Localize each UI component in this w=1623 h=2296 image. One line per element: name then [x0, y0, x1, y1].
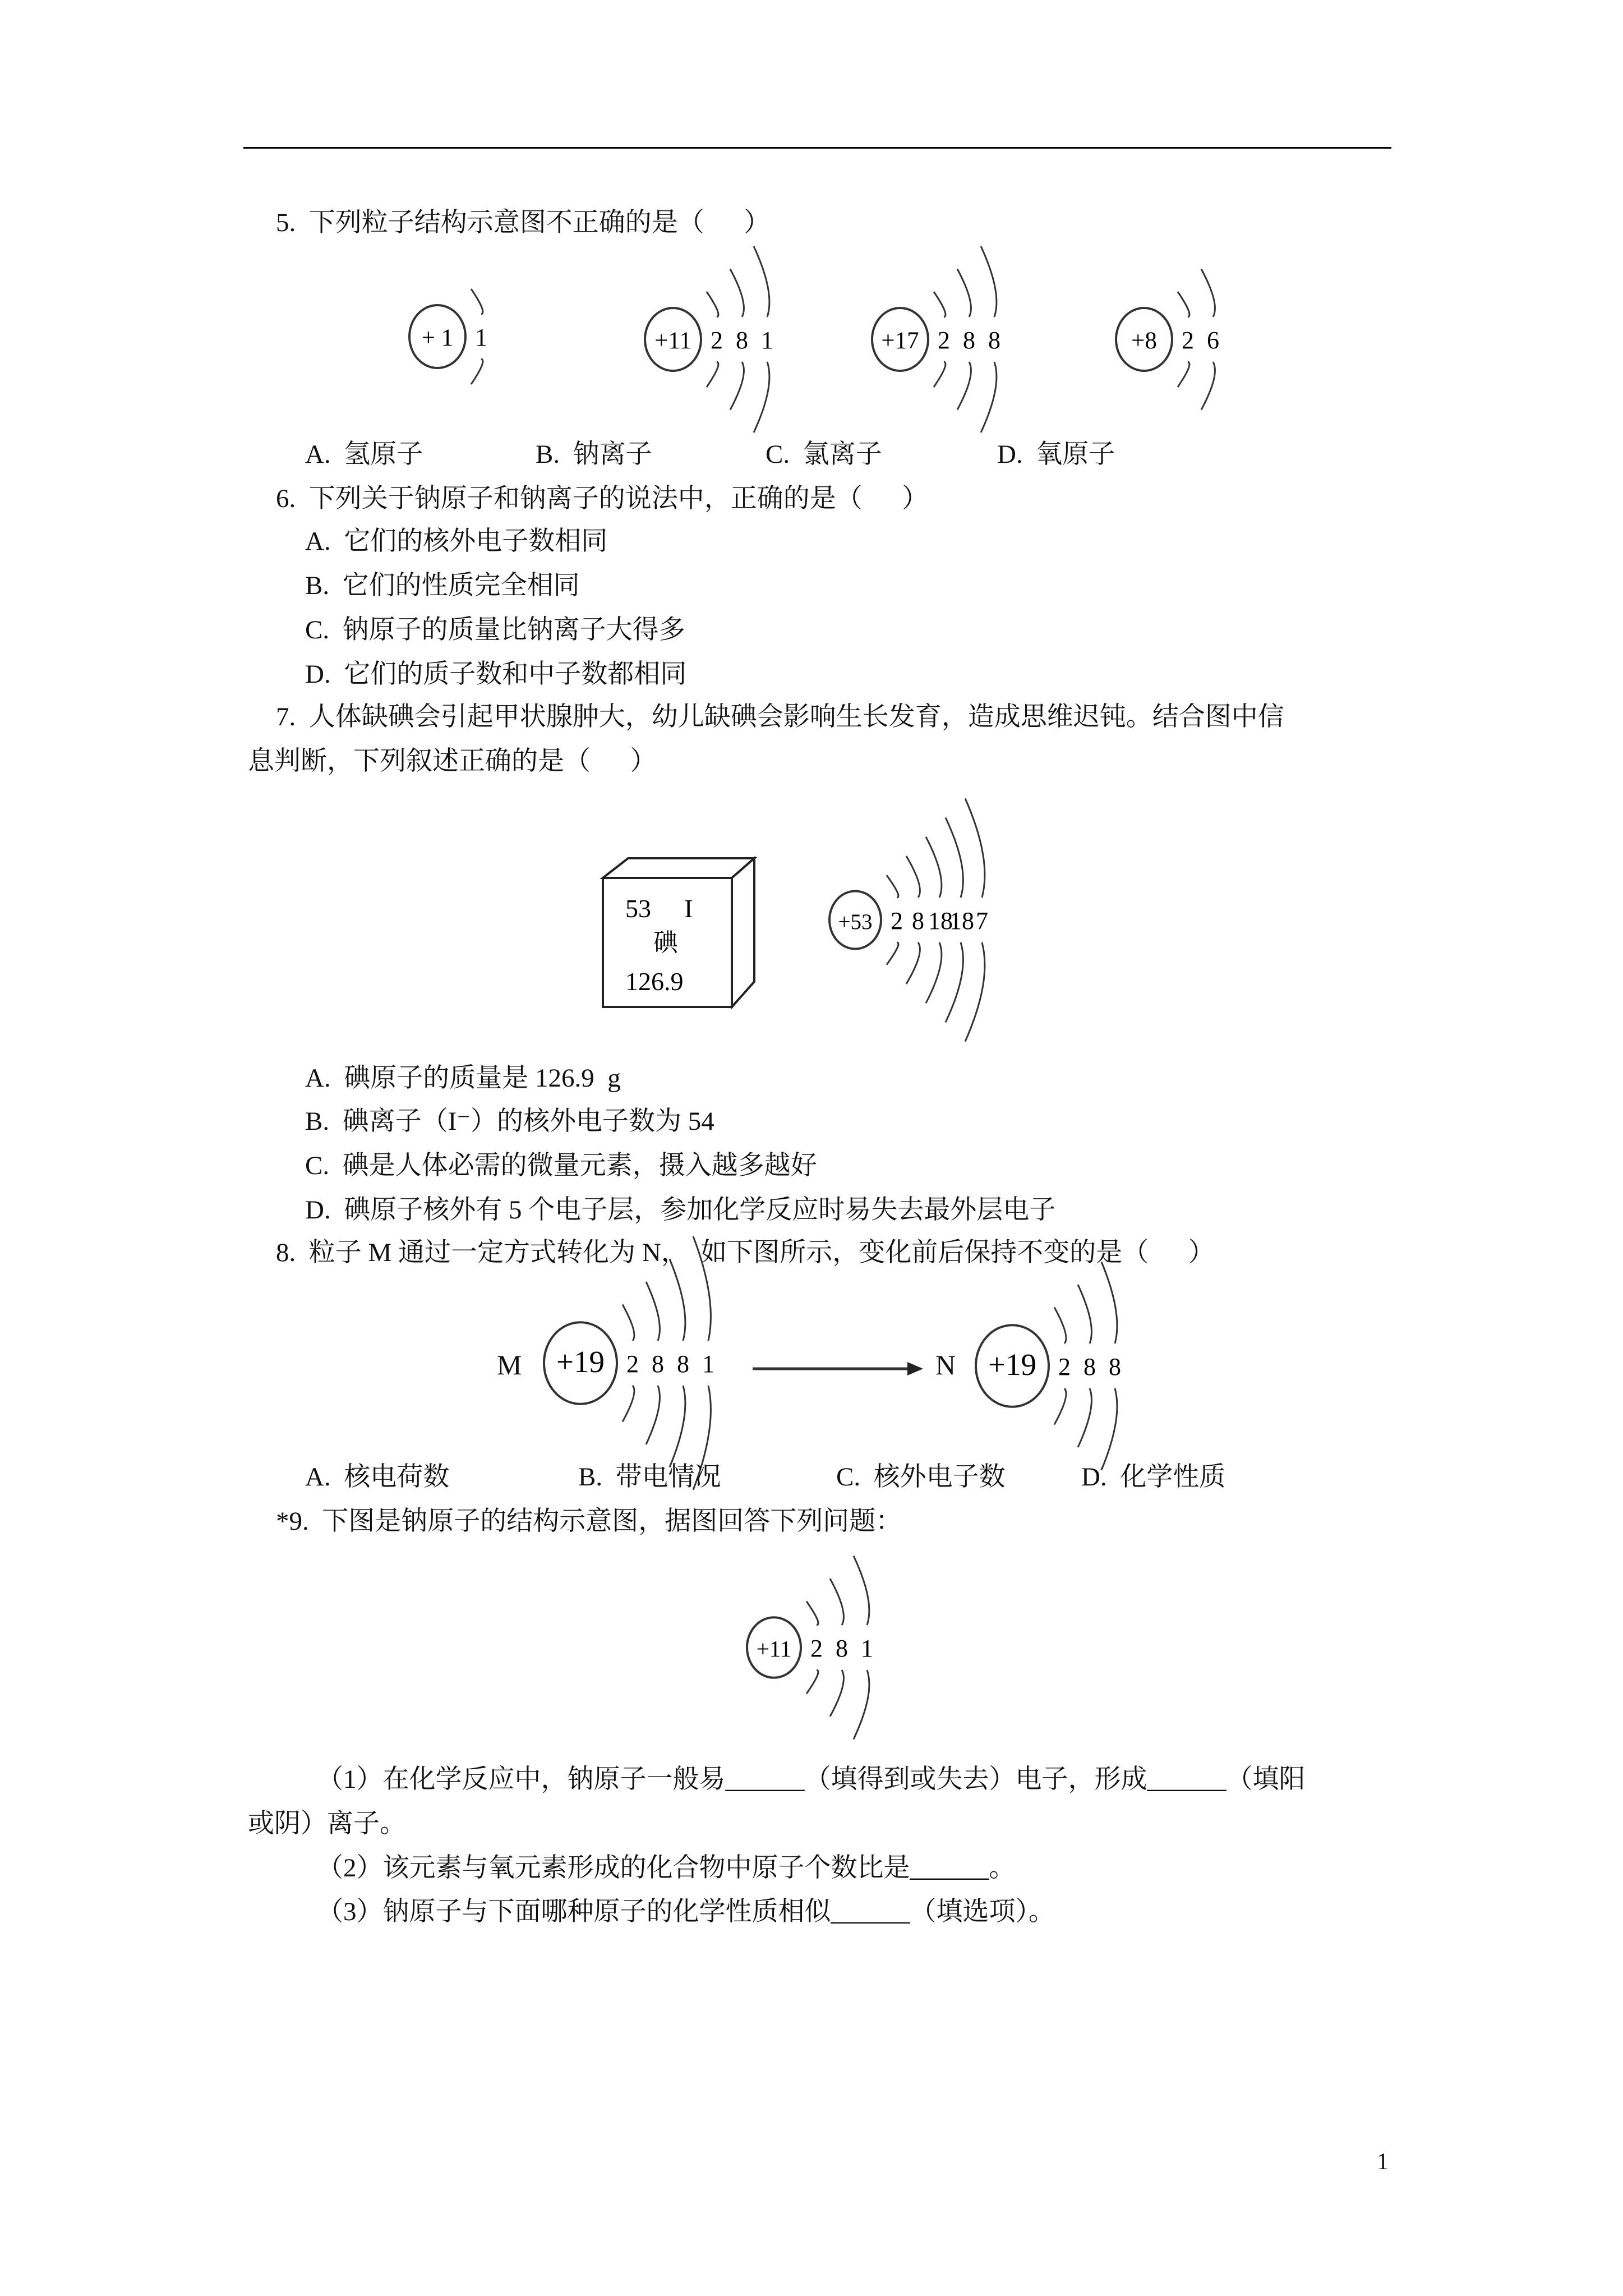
electron-shell-arc: [806, 1602, 818, 1625]
q5-atom-a: [404, 250, 558, 424]
shell-electron-count: 2: [938, 326, 950, 354]
shell-electron-count: 6: [1207, 326, 1219, 354]
electron-shell-arc: [981, 362, 997, 432]
electron-shell-arc: [965, 798, 985, 898]
shell-electron-count: 8: [836, 1635, 848, 1662]
q6-option-c: C. 钠原子的质量比钠离子大得多: [305, 615, 685, 645]
electron-shell-arc: [1201, 362, 1215, 410]
nucleus-charge: +17: [881, 328, 919, 354]
q8-stem: 8. 粒子 M 通过一定方式转化为 N， 如下图所示，变化前后保持不变的是（ ）: [276, 1238, 1215, 1267]
electron-shell-arc: [830, 1579, 843, 1625]
q5-atom-b: [639, 202, 844, 477]
electron-shell-arc: [623, 1305, 634, 1341]
q7-stem-line2: 息判断，下列叙述正确的是（ ）: [248, 747, 657, 776]
nucleus-charge: +11: [654, 328, 691, 354]
q5-stem: 5. 下列粒子结构示意图不正确的是（ ）: [276, 208, 771, 237]
nucleus-charge: +19: [988, 1347, 1037, 1382]
q6-option-a: A. 它们的核外电子数相同: [305, 527, 608, 556]
electron-shell-arc: [1178, 362, 1189, 387]
q7-option-c: C. 碘是人体必需的微量元素，摄入越多越好: [305, 1151, 817, 1180]
q7-option-a: A. 碘原子的质量是 126.9 g: [305, 1064, 621, 1093]
electron-shell-arc: [830, 1670, 843, 1717]
nucleus-charge: +8: [1131, 328, 1157, 354]
q6-option-d: D. 它们的质子数和中子数都相同: [305, 660, 687, 689]
electron-shell-arc: [957, 269, 971, 318]
shell-electron-count: 2: [626, 1350, 639, 1378]
shell-electron-count: 8: [1109, 1353, 1121, 1381]
q7-option-b: B. 碘离子（I⁻）的核外电子数为 54: [305, 1107, 714, 1136]
electron-shell-arc: [1101, 1388, 1117, 1470]
q7-iodine-atom: [824, 754, 1055, 1086]
electron-shell-arc: [693, 1236, 711, 1341]
shell-electron-count: 2: [810, 1635, 823, 1662]
shell-electron-count: 8: [988, 326, 1000, 354]
q5-option-b: B. 钠离子: [536, 440, 652, 469]
q9-sodium-atom: [741, 1511, 944, 1784]
electron-shell-arc: [730, 269, 744, 318]
shell-electron-count: 2: [1058, 1353, 1071, 1381]
page-number: 1: [1377, 2149, 1389, 2175]
q6-stem: 6. 下列关于钠原子和钠离子的说法中，正确的是（ ）: [276, 484, 929, 513]
electron-shell-arc: [934, 292, 946, 317]
q9-sub3: （3）钠原子与下面哪种原子的化学性质相似______（填选项）。: [317, 1897, 1055, 1926]
q8-option-b: B. 带电情况: [578, 1462, 721, 1492]
q8-m-label: M: [497, 1349, 522, 1381]
electron-shell-arc: [471, 289, 483, 314]
electron-shell-arc: [1054, 1308, 1066, 1344]
electron-shell-arc: [854, 1556, 869, 1625]
q8-arrow: [751, 1358, 925, 1380]
electron-shell-arc: [965, 942, 985, 1042]
shell-electron-count: 7: [976, 907, 988, 935]
electron-shell-arc: [946, 818, 963, 898]
q5-option-d: D. 氧原子: [997, 440, 1115, 469]
q5-atom-c: [866, 202, 1071, 477]
shell-electron-count: 2: [711, 326, 723, 354]
electron-shell-arc: [1054, 1388, 1066, 1425]
element-mass: 126.9: [625, 967, 684, 996]
electron-shell-arc: [1078, 1285, 1091, 1343]
shell-electron-count: 8: [963, 326, 975, 354]
electron-shell-arc: [754, 362, 769, 432]
nucleus-charge: +53: [838, 910, 873, 934]
q5-atom-d: [1110, 227, 1290, 452]
electron-shell-arc: [707, 292, 718, 317]
electron-shell-arc: [1078, 1388, 1091, 1447]
q5-option-c: C. 氯离子: [766, 440, 882, 469]
q6-option-b: B. 它们的性质完全相同: [305, 571, 580, 600]
element-card-cube: [600, 855, 768, 1018]
electron-shell-arc: [926, 837, 942, 898]
electron-shell-arc: [957, 362, 971, 410]
electron-shell-arc: [646, 1282, 660, 1341]
shell-electron-count: 8: [677, 1350, 689, 1378]
shell-electron-count: 18: [928, 907, 953, 935]
element-name: 碘: [653, 929, 678, 956]
nucleus-charge: + 1: [421, 325, 454, 351]
electron-shell-arc: [670, 1386, 685, 1467]
q8-option-a: A. 核电荷数: [305, 1462, 450, 1492]
q9-sub2: （2）该元素与氧元素形成的化合物中原子个数比是______。: [317, 1853, 1016, 1883]
electron-shell-arc: [646, 1386, 660, 1444]
electron-shell-arc: [754, 246, 769, 317]
shell-electron-count: 8: [1083, 1353, 1096, 1381]
q9-sub1-line1: （1）在化学反应中，钠原子一般易______（填得到或失去）电子，形成______（填阳: [317, 1765, 1306, 1794]
electron-shell-arc: [1101, 1262, 1117, 1344]
nucleus-charge: +11: [756, 1636, 792, 1662]
shell-electron-count: 1: [702, 1350, 714, 1378]
electron-shell-arc: [854, 1670, 869, 1739]
electron-shell-arc: [1178, 292, 1189, 317]
nucleus-charge: +19: [556, 1345, 605, 1379]
electron-shell-arc: [887, 942, 898, 965]
q8-option-d: D. 化学性质: [1081, 1462, 1226, 1492]
shell-electron-count: 8: [736, 326, 748, 354]
electron-shell-arc: [906, 942, 920, 984]
electron-shell-arc: [623, 1386, 634, 1422]
electron-shell-arc: [981, 246, 997, 317]
electron-shell-arc: [730, 362, 744, 410]
electron-shell-arc: [670, 1259, 685, 1341]
q9-sub1-line2: 或阴）离子。: [248, 1809, 406, 1838]
electron-shell-arc: [1201, 269, 1215, 318]
q7-stem-line1: 7. 人体缺碘会引起甲状腺肿大，幼儿缺碘会影响生长发育，造成思维迟钝。结合图中信: [276, 702, 1284, 731]
electron-shell-arc: [906, 856, 920, 898]
shell-electron-count: 8: [912, 907, 924, 935]
electron-shell-arc: [934, 362, 946, 387]
q8-option-c: C. 核外电子数: [836, 1462, 1006, 1492]
electron-shell-arc: [926, 942, 942, 1003]
shell-electron-count: 1: [761, 326, 773, 354]
shell-electron-count: 2: [891, 907, 903, 935]
electron-shell-arc: [707, 362, 718, 387]
electron-shell-arc: [806, 1670, 818, 1694]
q9-stem: *9. 下图是钠原子的结构示意图，据图回答下列问题：: [276, 1507, 902, 1536]
shell-electron-count: 1: [861, 1635, 873, 1662]
electron-shell-arc: [887, 875, 898, 898]
electron-shell-arc: [471, 359, 483, 384]
element-symbol: I: [684, 894, 693, 923]
shell-electron-count: 18: [949, 907, 974, 935]
q8-n-label: N: [935, 1349, 956, 1381]
shell-electron-count: 1: [475, 324, 487, 351]
header-rule: [243, 147, 1391, 149]
element-number: 53: [625, 894, 651, 923]
shell-electron-count: 2: [1182, 326, 1194, 354]
shell-electron-count: 8: [652, 1350, 664, 1378]
electron-shell-arc: [946, 942, 963, 1022]
q5-option-a: A. 氢原子: [305, 440, 423, 469]
q7-option-d: D. 碘原子核外有 5 个电子层，参加化学反应时易失去最外层电子: [305, 1195, 1056, 1225]
